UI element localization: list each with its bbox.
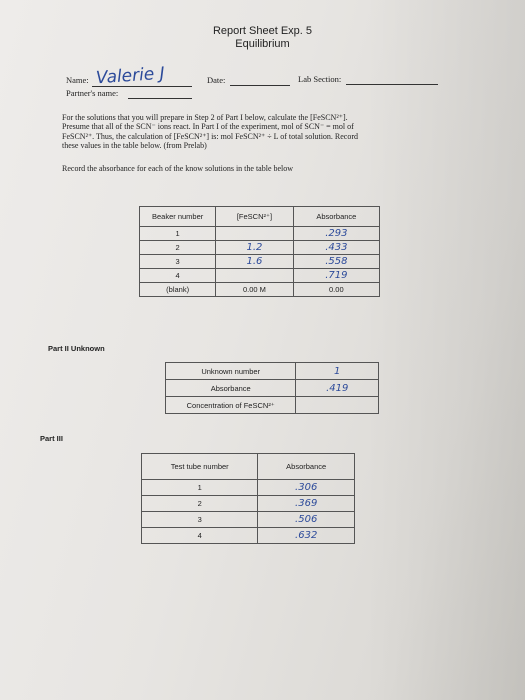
part2-table: [165, 362, 379, 414]
absorbance-cell[interactable]: .293: [293, 227, 379, 241]
table-row: [140, 241, 380, 255]
concentration-cell: 0.00 M: [216, 283, 293, 297]
instructions-line-3: FeSCN²⁺. Thus, the calculation of [FeSCN²⁺] is: mol FeSCN²⁺ ÷ L of total solution. Record: [62, 131, 359, 141]
record-instruction: Record the absorbance for each of the know solutions in the table below: [62, 164, 294, 173]
date-line[interactable]: [230, 85, 290, 86]
beaker-cell: 4: [140, 269, 216, 283]
table-row: [142, 528, 355, 544]
concentration-cell[interactable]: [216, 227, 293, 241]
col-fescn-concentration: [FeSCN²⁺]: [216, 207, 293, 227]
unknown-number-value[interactable]: 1: [296, 363, 379, 380]
absorbance-cell[interactable]: .306: [258, 480, 355, 496]
part2-heading: Part II Unknown: [48, 344, 105, 353]
table-row: [140, 255, 380, 269]
table-row: [140, 269, 380, 283]
table-row: [140, 227, 380, 241]
table-row: [166, 380, 379, 397]
concentration-cell[interactable]: 1.2: [216, 241, 293, 255]
tube-cell: 3: [142, 512, 258, 528]
concentration-cell[interactable]: [216, 269, 293, 283]
col-absorbance: Absorbance: [258, 454, 355, 480]
table-row: [140, 283, 380, 297]
concentration-label: Concentration of FeSCN²⁺: [166, 397, 296, 414]
table-row: [142, 480, 355, 496]
tube-cell: 2: [142, 496, 258, 512]
instructions-paragraph: [62, 113, 452, 150]
absorbance-cell[interactable]: .632: [258, 528, 355, 544]
partner-line[interactable]: [128, 98, 192, 99]
instructions-line-1: For the solutions that you will prepare in Step 2 of Part I below, calculate the [FeSCN²⁺].: [62, 113, 348, 122]
absorbance-cell[interactable]: .558: [293, 255, 379, 269]
table-row: [166, 397, 379, 414]
name-signature: Valerie J: [95, 63, 166, 89]
unknown-number-label: Unknown number: [166, 363, 296, 380]
concentration-value[interactable]: [296, 397, 379, 414]
page-shadow: [365, 0, 525, 700]
beaker-cell: 2: [140, 241, 216, 255]
absorbance-value[interactable]: .419: [296, 380, 379, 397]
table-row: [166, 363, 379, 380]
concentration-cell[interactable]: 1.6: [216, 255, 293, 269]
absorbance-cell[interactable]: .369: [258, 496, 355, 512]
part3-header-row: [142, 454, 355, 480]
table-row: [142, 512, 355, 528]
absorbance-cell: 0.00: [293, 283, 379, 297]
absorbance-label: Absorbance: [166, 380, 296, 397]
partner-label: Partner's name:: [66, 88, 119, 98]
part3-table: [141, 453, 355, 544]
instructions-line-4: these values in the table below. (from Prelab): [62, 140, 207, 150]
lab-section-label: Lab Section:: [298, 74, 342, 84]
part1-table: [139, 206, 380, 297]
absorbance-cell[interactable]: .506: [258, 512, 355, 528]
date-label: Date:: [207, 75, 226, 85]
col-test-tube-number: Test tube number: [142, 454, 258, 480]
part3-heading: Part III: [40, 434, 63, 443]
absorbance-cell[interactable]: .433: [293, 241, 379, 255]
beaker-cell: 3: [140, 255, 216, 269]
beaker-cell: 1: [140, 227, 216, 241]
col-absorbance: Absorbance: [293, 207, 379, 227]
lab-section-line[interactable]: [346, 84, 438, 85]
tube-cell: 1: [142, 480, 258, 496]
tube-cell: 4: [142, 528, 258, 544]
beaker-cell: (blank): [140, 283, 216, 297]
absorbance-cell[interactable]: .719: [293, 269, 379, 283]
page-title: Report Sheet Exp. 5: [212, 25, 313, 37]
table-row: [142, 496, 355, 512]
part1-header-row: [140, 207, 380, 227]
col-beaker-number: Beaker number: [140, 207, 216, 227]
page-subtitle: Equilibrium: [235, 38, 290, 50]
name-label: Name:: [66, 75, 89, 85]
instructions-line-2: Presume that all of the SCN⁻ ions react. In Part I of the experiment, mol of SCN⁻ = mol of: [62, 122, 354, 132]
